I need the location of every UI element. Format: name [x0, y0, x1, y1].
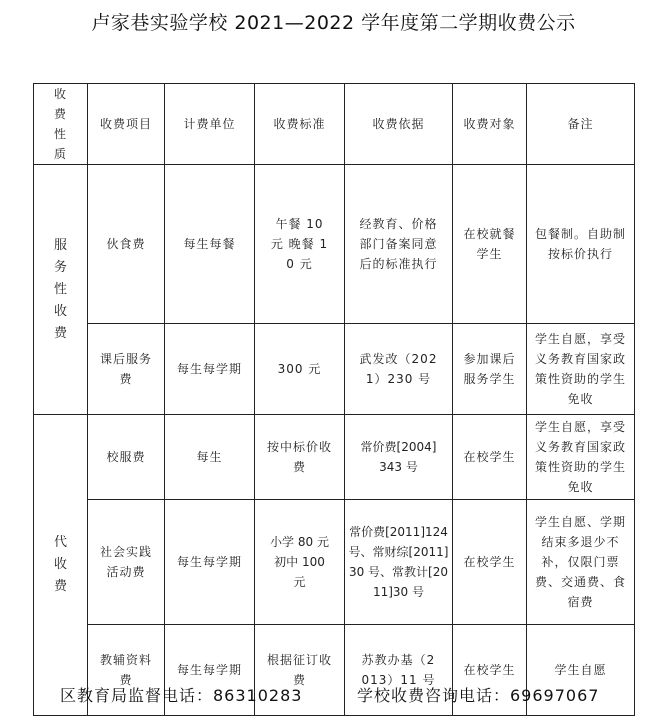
target-cell: 在校学生	[453, 415, 527, 500]
table-row	[34, 500, 635, 625]
nature-cell-service: 服务性收费	[34, 165, 88, 415]
table-row	[34, 165, 635, 324]
basis-cell: 苏教办基（2013）11 号	[345, 625, 453, 716]
nature-cell-collection: 代收费	[34, 415, 88, 716]
unit-cell: 每生每学期	[165, 625, 255, 716]
table-row	[34, 324, 635, 415]
standard-cell: 小学 80 元 初中 100 元	[255, 500, 345, 625]
header-unit: 计费单位	[165, 84, 255, 165]
standard-cell: 按中标价收费	[255, 415, 345, 500]
note-cell: 包餐制。自助制按标价执行	[527, 165, 635, 324]
header-basis: 收费依据	[345, 84, 453, 165]
target-cell: 参加课后服务学生	[453, 324, 527, 415]
table-header-row	[34, 84, 635, 165]
unit-cell: 每生每学期	[165, 500, 255, 625]
basis-cell: 常价费[2004]343 号	[345, 415, 453, 500]
header-note: 备注	[527, 84, 635, 165]
header-item: 收费项目	[88, 84, 165, 165]
item-cell: 课后服务费	[88, 324, 165, 415]
item-cell: 伙食费	[88, 165, 165, 324]
standard-cell: 根据征订收费	[255, 625, 345, 716]
target-cell: 在校学生	[453, 625, 527, 716]
consult-phone: 学校收费咨询电话：69697067	[357, 686, 600, 705]
page-title: 卢家巷实验学校 2021—2022 学年度第二学期收费公示	[91, 12, 576, 34]
fee-table	[33, 83, 635, 716]
basis-cell: 经教育、价格部门备案同意后的标准执行	[345, 165, 453, 324]
target-cell: 在校就餐学生	[453, 165, 527, 324]
header-standard: 收费标准	[255, 84, 345, 165]
table-row	[34, 415, 635, 500]
standard-cell: 300 元	[255, 324, 345, 415]
note-cell: 学生自愿	[527, 625, 635, 716]
note-cell: 学生自愿，享受义务教育国家政策性资助的学生免收	[527, 324, 635, 415]
item-cell: 教辅资料费	[88, 625, 165, 716]
unit-cell: 每生每学期	[165, 324, 255, 415]
target-cell: 在校学生	[453, 500, 527, 625]
note-cell: 学生自愿，享受义务教育国家政策性资助的学生免收	[527, 415, 635, 500]
basis-cell: 武发改（2021）230 号	[345, 324, 453, 415]
unit-cell: 每生每餐	[165, 165, 255, 324]
item-cell: 社会实践活动费	[88, 500, 165, 625]
unit-cell: 每生	[165, 415, 255, 500]
item-cell: 校服费	[88, 415, 165, 500]
supervision-phone: 区教育局监督电话：86310283	[60, 686, 303, 705]
basis-cell: 常价费[2011]124 号、常财综[2011]30 号、常教计[2011]30 号	[345, 500, 453, 625]
header-target: 收费对象	[453, 84, 527, 165]
standard-cell: 午餐 10 元 晚餐 10 元	[255, 165, 345, 324]
header-nature: 收费性质	[34, 84, 88, 165]
note-cell: 学生自愿、学期结束多退少不补，仅限门票费、交通费、食宿费	[527, 500, 635, 625]
